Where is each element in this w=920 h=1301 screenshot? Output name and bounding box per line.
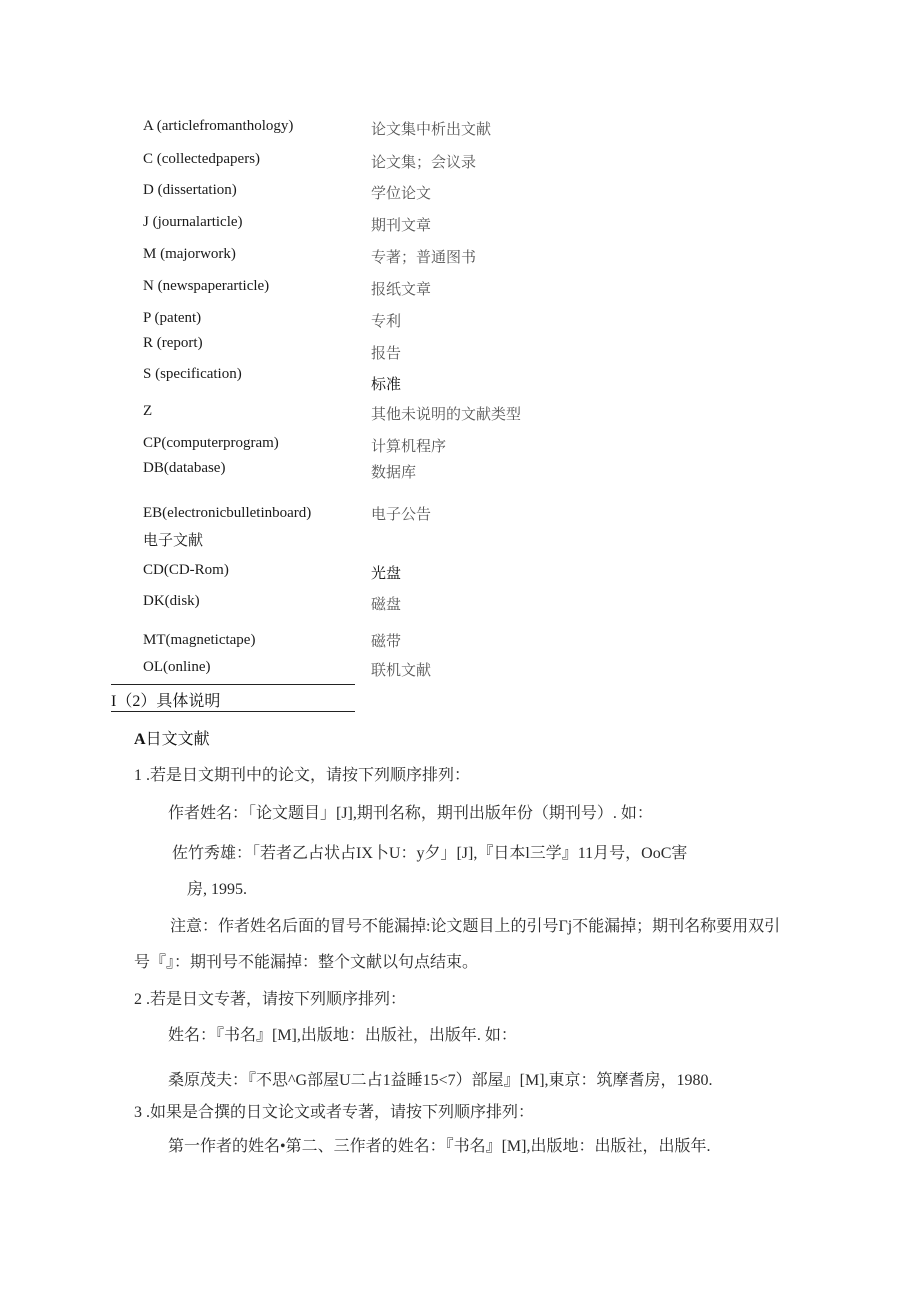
type-desc-a: 论文集中析出文献 [371,122,492,138]
item-3-number: 3 [134,1104,142,1121]
item-1-number: 1 [134,767,142,784]
type-desc-mt: 磁带 [371,634,402,650]
type-code-p: P (patent) [143,310,202,326]
type-desc-c: 论文集；会议录 [371,155,477,171]
example-1-line-2: 房, 1995. [187,881,248,898]
type-code-j: J (journalarticle) [143,214,243,230]
type-desc-m: 专著；普通图书 [371,250,477,266]
item-1-text: .若是日文期刊中的论文，请按下列顺序排列： [142,767,471,784]
type-code-mt: MT(magnetictape) [143,632,256,648]
type-code-dk: DK(disk) [143,593,200,609]
item-1 [134,762,470,785]
format-2: 姓名：『书名』[M],出版地：出版社，出版年. 如： [168,1027,517,1044]
type-code-db: DB(database) [143,460,226,476]
item-3 [134,1099,534,1122]
note-line-1: 注意：作者姓名后面的冒号不能漏掉:论文题目上的引号Γj不能漏掉；期刊名称要用双引 [170,918,781,935]
type-desc-ol: 联机文献 [371,663,432,679]
format-3: 第一作者的姓名•第二、三作者的姓名：『书名』[M],出版地：出版社，出版年. [168,1138,711,1155]
type-code-cp: CP(computerprogram) [143,435,279,451]
heading-rule-top [111,684,355,685]
item-3-text: .如果是合撰的日文论文或者专著，请按下列顺序排列： [142,1104,535,1121]
type-desc-eb: 电子公告 [371,507,432,523]
example-2: 桑原茂夫：『不思^G部屋U二占1益睡15<7）部屋』[M],東京：筑摩耆房，1980. [168,1072,713,1089]
type-code-d: D (dissertation) [143,182,237,198]
type-code-cd: CD(CD-Rom) [143,562,229,578]
item-2-number: 2 [134,991,142,1008]
type-code-c: C (collectedpapers) [143,151,261,167]
subsection-text: 日文文献 [145,731,210,748]
note-line-2: 号『』：期刊号不能漏掉：整个文献以句点结束。 [134,954,479,971]
heading-rule-bottom [111,711,355,712]
type-code-a: A (articlefromanthology) [143,118,294,134]
type-desc-p: 专利 [371,314,402,330]
type-code-r: R (report) [143,335,203,351]
type-code-ol: OL(online) [143,659,211,675]
type-code-z: Z [143,403,153,419]
type-code-s: S (specification) [143,366,242,382]
example-1-line-1: 佐竹秀雄：「若者乙占状占IX卜U：y夕」[J],『日本l三学』11月号，OoC害 [172,845,688,862]
item-2 [134,986,406,1009]
type-desc-s: 标准 [371,377,402,393]
type-desc-z: 其他未说明的文献类型 [371,407,522,423]
type-code-eb: EB(electronicbulletinboard) [143,505,312,521]
type-extra-eb: 电子文献 [143,533,204,549]
section-heading: I（2）具体说明 [111,693,221,710]
type-code-n: N (newspaperarticle) [143,278,270,294]
type-code-m: M (majorwork) [143,246,236,262]
type-desc-cp: 计算机程序 [371,439,447,455]
subsection-title [134,726,210,749]
type-desc-cd: 光盘 [371,566,402,582]
item-2-text: .若是日文专著，请按下列顺序排列： [142,991,407,1008]
type-desc-db: 数据库 [371,465,417,481]
type-desc-j: 期刊文章 [371,218,432,234]
type-desc-r: 报告 [371,346,402,362]
type-desc-d: 学位论文 [371,186,432,202]
subsection-mark: A [134,731,146,748]
type-desc-dk: 磁盘 [371,597,402,613]
format-1: 作者姓名：「论文题目」[J],期刊名称，期刊出版年份（期刊号）. 如： [168,805,653,822]
type-desc-n: 报纸文章 [371,282,432,298]
